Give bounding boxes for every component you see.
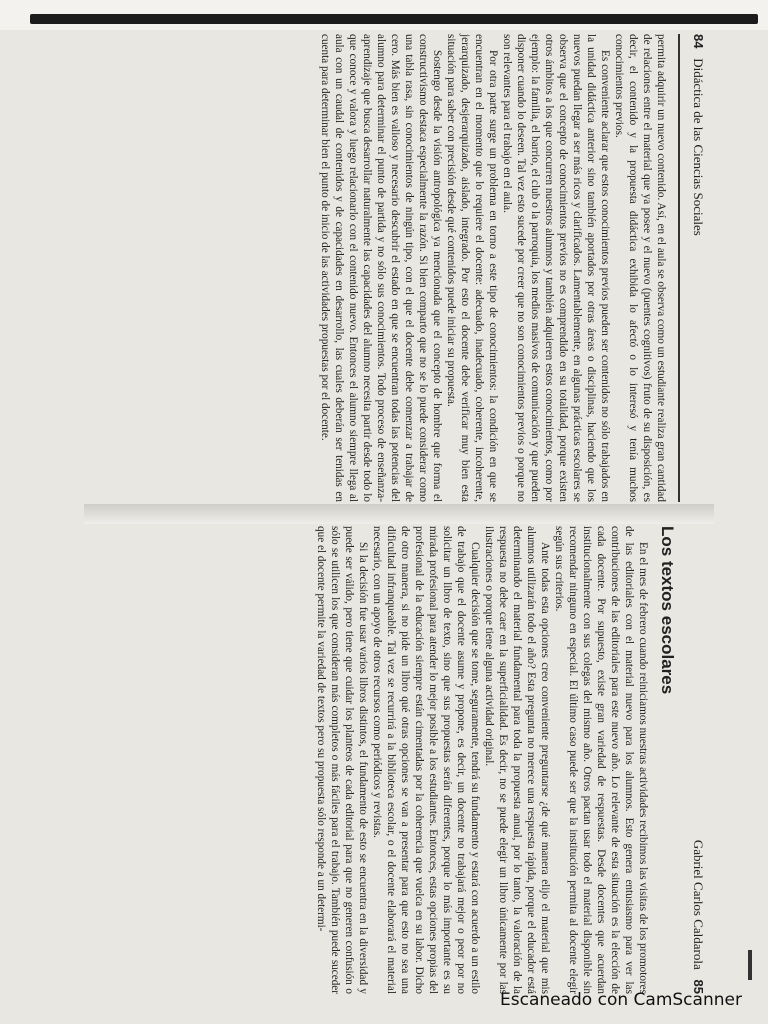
left-running-head	[690, 34, 706, 236]
left-body-text	[318, 34, 668, 502]
scanner-watermark: Escaneado con CamScanner	[500, 990, 742, 1010]
right-body-text	[314, 526, 694, 994]
book-spread	[84, 34, 714, 994]
binding-shadow-bar	[30, 14, 758, 24]
left-page-number: 84	[691, 34, 706, 49]
paragraph: Si la decisión fue usar varios libros distintos, el fundamento de esto se encuentra en la diversidad y puede ser válido, pero tiene que cuidar los planteos de cada editorial para que no generen confusión o sólo se utilicen los que consideran más completos o más fáciles para el trabajo. También puede suceder que el docente permite la variedad de textos pero su propuesta sólo responde a un determi-	[315, 526, 369, 994]
paragraph: Es conveniente aclarar que estos conocimientos previos pueden ser contenidos no sólo trabajados en la unidad didáctica anterior sino también aportados por otras áreas o disciplinas, haciendo que los nuevos puedan llegar a ser más ricos y clarificados. Lamentablemente, en algunas prácticas escolares se observa que el concepto de conocimientos previos no es comprendido en su totalidad, porque existen otros ámbitos a los que concurren nuestros alumnos y también adquieren estos conocimientos, como por ejemplo: la familia, el barrio, el club o la parroquia, los medios masivos de comunicación y que pueden disponer cuando lo deseen. Tal vez esto sucede por creer que no son conocimientos previos o porque no son relevantes para el trabajo en el aula.	[501, 34, 611, 502]
right-page-number: 85	[691, 979, 706, 994]
paragraph: Sostengo desde la visión antropológica ya mencionada que el concepto de hombre que forma el constructivismo destaca especialmente la razón. Si bien comparto que no se lo puede considerar como una tabla rasa, sin conocimientos de ningún tipo, con el que el docente debe comenzar a trabajar de cero. Más bien es valioso y necesario descubrir el estado en que se encuentran todas las potencias del alumno para determinar el punto de partida y no sólo sus conocimientos. Todo proceso de enseñanza-aprendizaje que busca desarrollar naturalmente las capacidades del alumno necesita partir desde todo lo que conoce y valora y luego relacionarlo con el contenido nuevo. Entonces el alumno siempre llega al aula con un caudal de contenidos y de capacidades en desarrollo, las cuales deberán ser tenidas en cuenta para determinar bien el punto de inicio de las actividades propuestas por el docente.	[319, 34, 443, 502]
paragraph: permita adquirir un nuevo contenido. Así, en el aula se observa como un estudiante realiza gran cantidad de relaciones entre el material que ya posee y el nuevo (puentes cognitivos) fruto de su disposición, es decir, el contenido y la propuesta didáctica exhibida lo afectó o lo interesó y tenía muchos conocimientos previos.	[613, 34, 667, 502]
paragraph: En el mes de febrero cuando reiniciamos nuestras actividades recibimos las visitas de los promotores de las editoriales con el material nuevo para los alumnos. Esto genera entusiasmo para ver las contribuciones de las editoriales para este nuevo año. Lo relevante de esta situación es la elección de cada docente. Por supuesto, existe gran variedad de respuestas. Desde docentes que acuerdan institucionalmente con sus colegas del mismo año. Otros pactan usar todo el material disponible sin recomendar ninguno en especial. El último caso puede ser que la institución permita al docente elegir según sus criterios.	[553, 526, 649, 994]
right-page	[84, 526, 714, 994]
header-rule	[678, 34, 680, 502]
left-page	[84, 34, 714, 502]
left-book-title: Didáctica de las Ciencias Sociales	[691, 58, 706, 236]
section-title: Los textos escolares	[658, 526, 677, 695]
paragraph: Ante todas esta opciones creo conveniente preguntarse ¿de qué manera elijo el material que mis alumnos utilizarán todo el año? Esta pregunta no merece una respuesta rápida, porque el educador está determinando el material fundamental para toda la propuesta anual, por lo tanto, la valoración de la respuesta no debe caer en la superficialidad. Es decir, no se puede elegir un libro únicamente por las ilustraciones o porque tiene alguna actividad original.	[483, 526, 551, 994]
paragraph: Por otra parte surge un problema en torno a este tipo de conocimientos: la condición en que se encuentran en el momento que lo requiere el docente: adecuado, inadecuado, coherente, incoherente, jerarquizado, desjerarquizado, aislado, integrado. Por esto el docente debe verificar muy bien esta situación para saber con precisión desde qué contenidos puede iniciar su propuesta.	[445, 34, 499, 502]
book-gutter	[84, 504, 714, 524]
page-edge-mark	[748, 950, 752, 980]
right-author-name: Gabriel Carlos Caldarola	[691, 839, 706, 970]
paragraph: Cualquier decisión que se tome, seguramente, tendrá su fundamento y estará con acuerdo a un estilo de trabajo que el docente asume y propone, es decir, un docente no trabajará mejor o peor por no solicitar un libro de texto, sino que sus propuestas serán diferentes, porque lo más importante es su mirada profesional para atender lo mejor posible a los estudiantes. Entonces, estas opciones propias del profesional de la educación siempre están cimentadas por la coherencia que vuelca en su labor. Dicho de otro manera, si no pide un libro qué otras opciones se van a presentar para que esto no sea una dificultad infranqueable. Tal vez se recurrirá a la biblioteca escolar, o el docente elaborará el material necesario, con un apoyo de otros recursos como periódicos y revistas.	[371, 526, 481, 994]
